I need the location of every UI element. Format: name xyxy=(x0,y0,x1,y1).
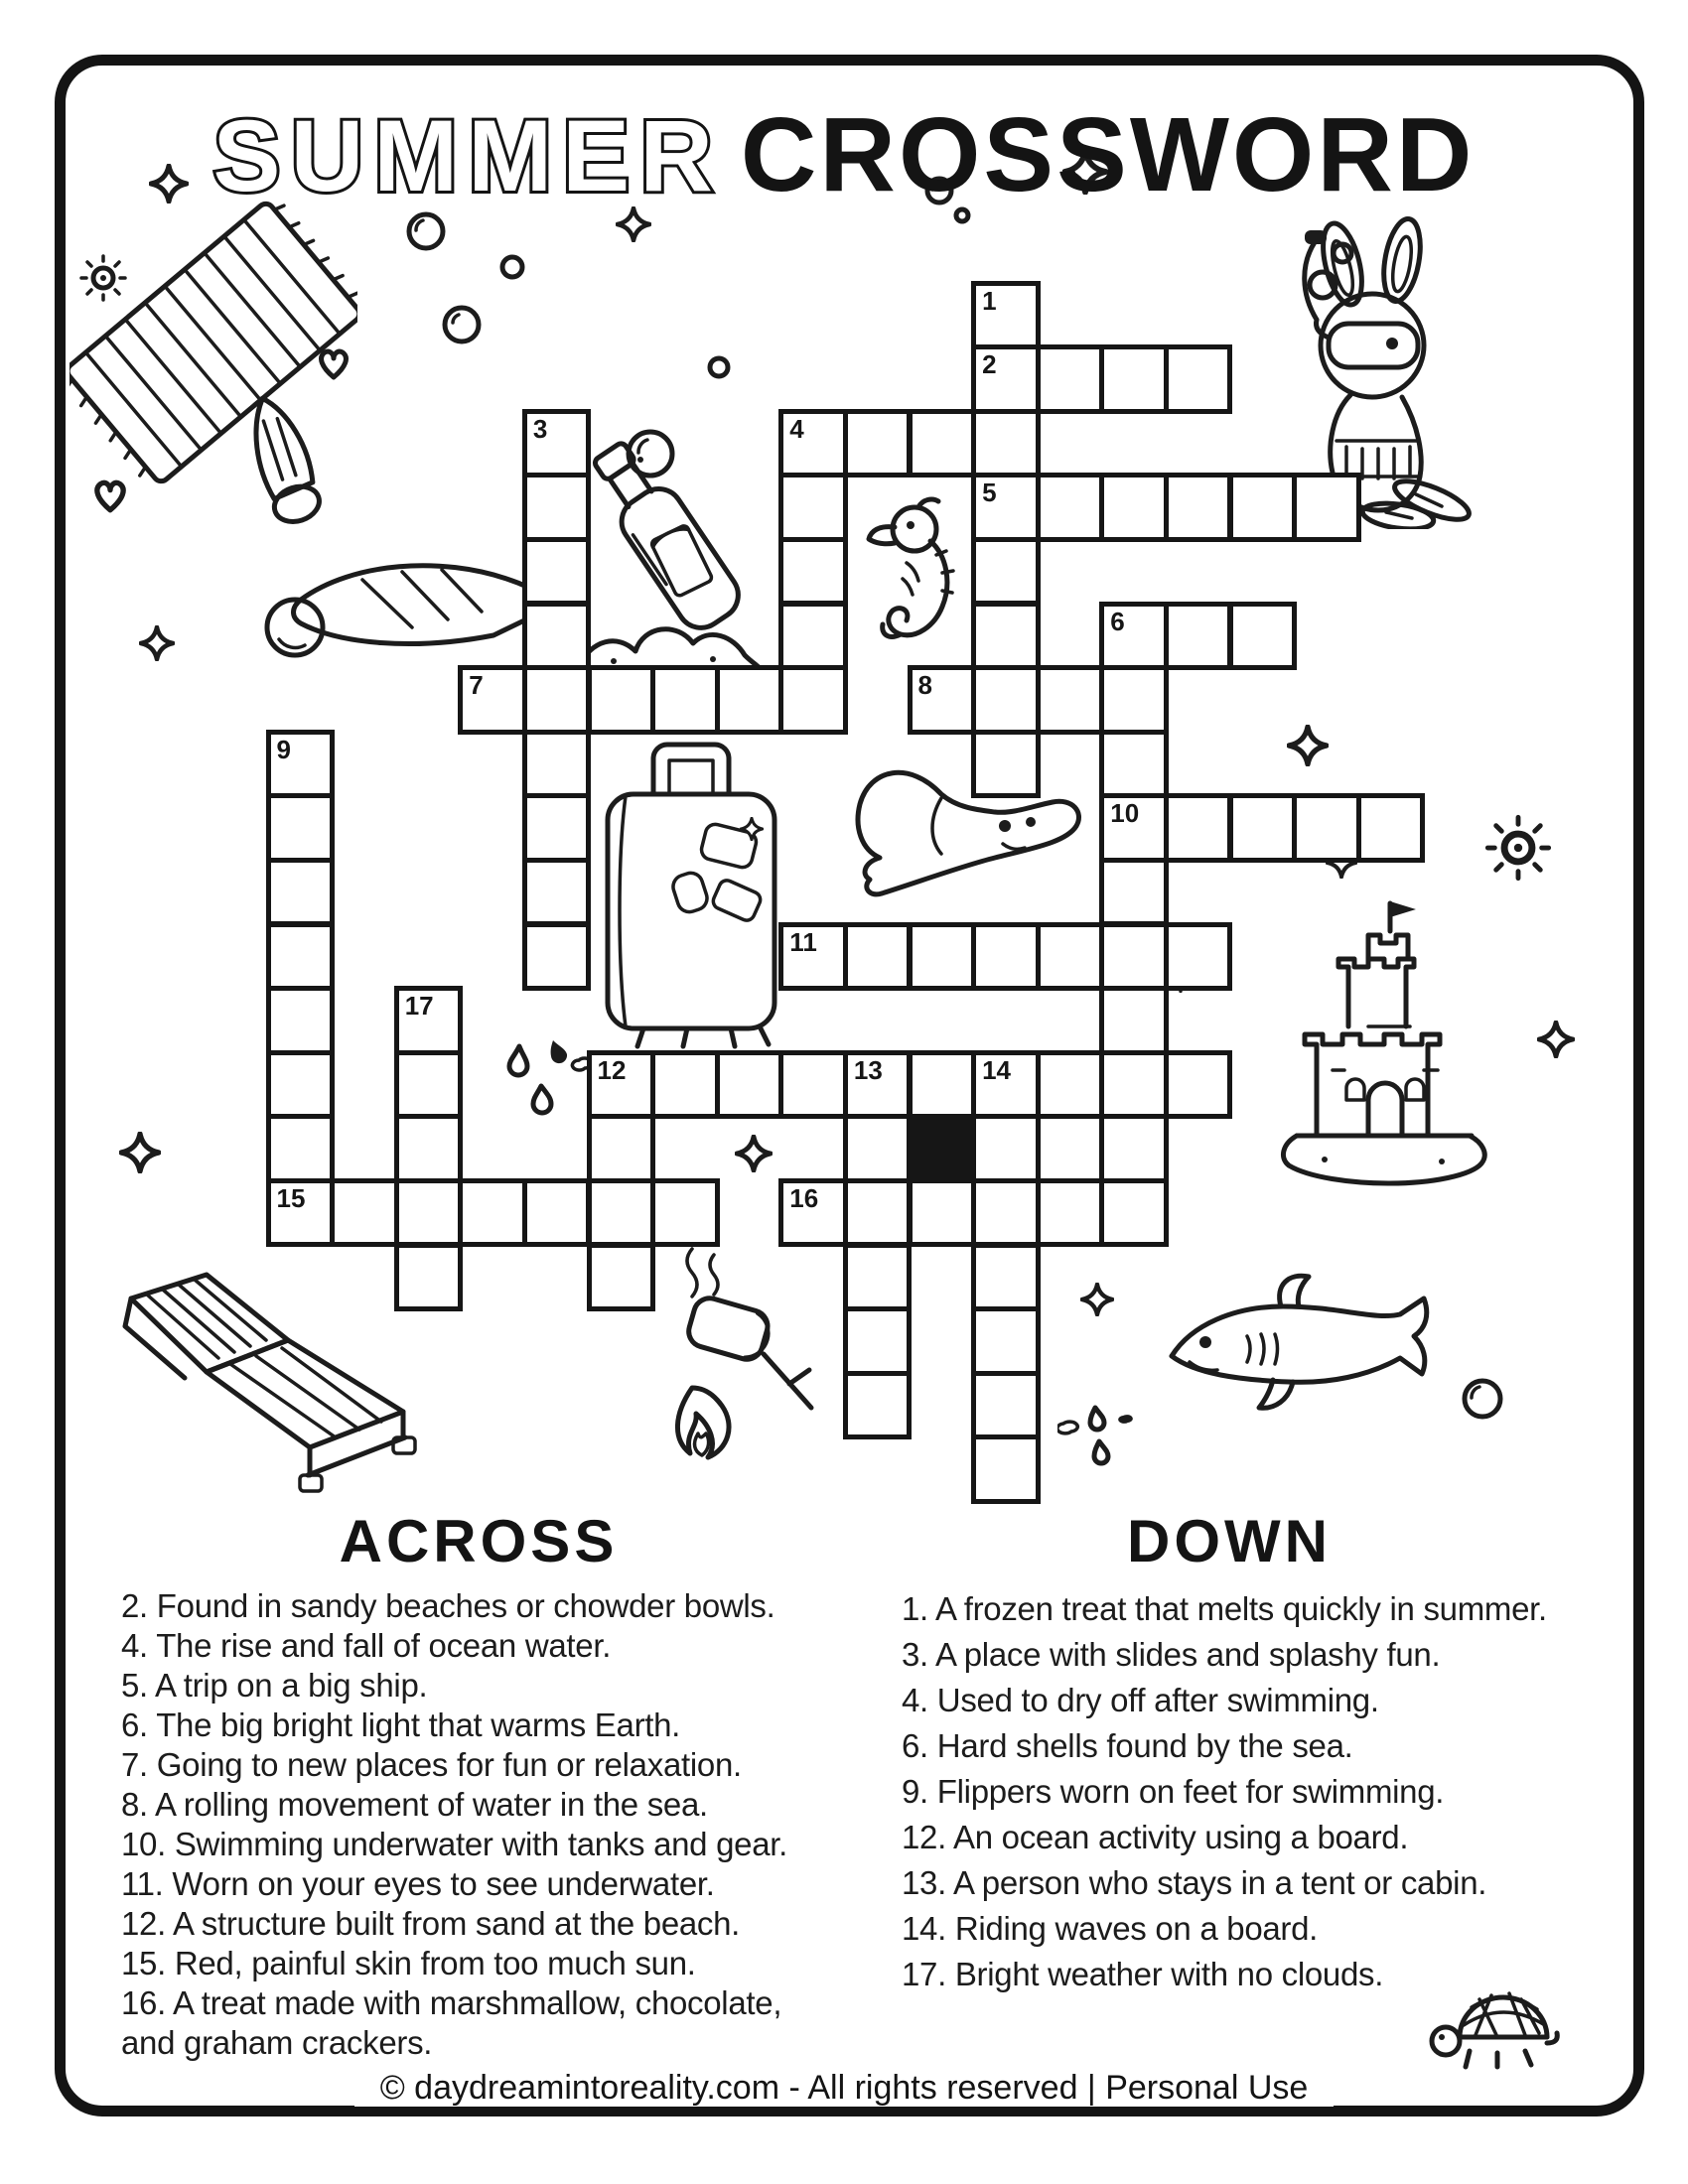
grid-cell xyxy=(266,793,336,863)
grid-cell xyxy=(908,1050,977,1120)
grid-cell xyxy=(587,1114,656,1183)
grid-cell xyxy=(1292,793,1361,863)
grid-cell xyxy=(266,1050,336,1120)
grid-cell xyxy=(971,922,1041,992)
cell-number-9: 9 xyxy=(276,734,291,764)
grid-cell xyxy=(843,1050,913,1120)
page-title xyxy=(0,95,1688,215)
cell-number-15: 15 xyxy=(276,1182,306,1213)
grid-cell xyxy=(778,665,848,735)
grid-cell xyxy=(843,1114,913,1183)
grid-cell xyxy=(1164,793,1233,863)
grid-cell xyxy=(1099,858,1169,927)
grid-cell xyxy=(522,409,592,478)
grid-cell xyxy=(971,281,1041,350)
clue-down-14: 14. Riding waves on a board. xyxy=(902,1910,1319,1947)
grid-cell xyxy=(971,665,1041,735)
cell-number-14: 14 xyxy=(982,1054,1012,1085)
cell-number-7: 7 xyxy=(469,670,484,701)
grid-cell xyxy=(778,1050,848,1120)
grid-cell xyxy=(522,922,592,992)
grid-cell xyxy=(1036,922,1105,992)
clue-down-6: 6. Hard shells found by the sea. xyxy=(902,1727,1353,1764)
grid-cell xyxy=(266,1114,336,1183)
grid-cell xyxy=(1099,793,1169,863)
grid-cell xyxy=(1099,1050,1169,1120)
cell-number-3: 3 xyxy=(532,413,548,444)
cell-number-10: 10 xyxy=(1110,798,1140,829)
grid-cell xyxy=(266,1178,336,1248)
grid-cell xyxy=(971,1243,1041,1312)
footer-credit-text: © daydreamintoreality.com - All rights reserved | Personal Use xyxy=(354,2069,1335,2107)
grid-cell xyxy=(715,1050,784,1120)
grid-cell xyxy=(587,665,656,735)
clue-across-15: 15. Red, painful skin from too much sun. xyxy=(121,1945,696,1981)
grid-cell xyxy=(1164,473,1233,542)
grid-cell xyxy=(971,1178,1041,1248)
grid-cell xyxy=(522,858,592,927)
clue-down-4: 4. Used to dry off after swimming. xyxy=(902,1682,1379,1718)
clue-across-6: 6. The big bright light that warms Earth. xyxy=(121,1706,681,1743)
grid-cell xyxy=(1099,665,1169,735)
grid-cell xyxy=(1292,473,1361,542)
grid-cell xyxy=(971,344,1041,414)
cell-number-13: 13 xyxy=(853,1054,883,1085)
grid-cell xyxy=(522,730,592,799)
clue-down-3: 3. A place with slides and splashy fun. xyxy=(902,1636,1441,1673)
cell-number-1: 1 xyxy=(982,285,997,316)
grid-cell xyxy=(522,793,592,863)
down-clue-list xyxy=(902,1586,1557,1997)
cell-number-11: 11 xyxy=(789,926,817,957)
grid-cell xyxy=(266,858,336,927)
grid-cell xyxy=(778,473,848,542)
cell-number-8: 8 xyxy=(917,670,932,701)
grid-cell xyxy=(1099,922,1169,992)
grid-cell xyxy=(971,473,1041,542)
grid-cell xyxy=(1099,344,1169,414)
clue-across-8: 8. A rolling movement of water in the sea. xyxy=(121,1786,708,1823)
grid-cell xyxy=(908,922,977,992)
across-heading: ACROSS xyxy=(339,1508,619,1574)
grid-cell xyxy=(1036,473,1105,542)
grid-cell xyxy=(394,1050,464,1120)
grid-cell xyxy=(522,665,592,735)
grid-cell xyxy=(908,665,977,735)
grid-cell xyxy=(971,537,1041,607)
grid-cell xyxy=(1164,1050,1233,1120)
grid-cell xyxy=(1164,922,1233,992)
grid-cell xyxy=(778,922,848,992)
grid-cell xyxy=(908,1178,977,1248)
clue-across-12: 12. A structure built from sand at the beach. xyxy=(121,1905,741,1942)
grid-cell xyxy=(266,730,336,799)
grid-cell xyxy=(266,986,336,1055)
clue-across-10: 10. Swimming underwater with tanks and gear. xyxy=(121,1826,787,1862)
grid-cell xyxy=(1036,344,1105,414)
grid-cell xyxy=(971,1434,1041,1504)
grid-cell xyxy=(1036,1050,1105,1120)
grid-cell xyxy=(778,409,848,478)
grid-cell xyxy=(843,1178,913,1248)
grid-cell xyxy=(1036,1178,1105,1248)
clue-across-7: 7. Going to new places for fun or relaxation. xyxy=(121,1746,742,1783)
grid-cell xyxy=(1099,730,1169,799)
clue-down-1: 1. A frozen treat that melts quickly in summer. xyxy=(902,1590,1547,1627)
grid-cell xyxy=(1036,665,1105,735)
grid-cell xyxy=(971,1050,1041,1120)
grid-cell xyxy=(330,1178,399,1248)
grid-cell xyxy=(266,922,336,992)
footer-credit xyxy=(0,2069,1688,2108)
title-word-summer: SUMMER xyxy=(212,99,723,212)
grid-cell xyxy=(971,409,1041,478)
grid-cell xyxy=(843,1306,913,1376)
grid-cell xyxy=(715,665,784,735)
grid-cell xyxy=(908,409,977,478)
grid-cell xyxy=(394,1243,464,1312)
grid-cell xyxy=(587,1243,656,1312)
title-word-crossword: CROSSWORD xyxy=(740,96,1476,213)
grid-cell xyxy=(1228,473,1298,542)
grid-cell xyxy=(971,1114,1041,1183)
grid-cell xyxy=(1356,793,1426,863)
grid-cell xyxy=(1099,602,1169,671)
grid-cell xyxy=(843,922,913,992)
grid-black-cell xyxy=(908,1114,977,1183)
grid-cell xyxy=(522,473,592,542)
across-clue-list xyxy=(121,1586,836,2063)
grid-cell xyxy=(1164,602,1233,671)
grid-cell xyxy=(843,409,913,478)
grid-cell xyxy=(1099,1178,1169,1248)
grid-cell xyxy=(458,1178,527,1248)
clue-down-17: 17. Bright weather with no clouds. xyxy=(902,1956,1384,1992)
grid-cell xyxy=(843,1243,913,1312)
grid-cell xyxy=(394,1114,464,1183)
grid-cell xyxy=(971,730,1041,799)
grid-cell xyxy=(843,1371,913,1440)
grid-cell xyxy=(650,1050,720,1120)
cell-number-2: 2 xyxy=(982,349,997,380)
grid-cell xyxy=(522,602,592,671)
grid-cell xyxy=(1099,986,1169,1055)
grid-cell xyxy=(778,602,848,671)
clue-down-12: 12. An ocean activity using a board. xyxy=(902,1819,1409,1855)
clue-across-4: 4. The rise and fall of ocean water. xyxy=(121,1627,612,1664)
cell-number-6: 6 xyxy=(1110,606,1125,636)
clue-down-9: 9. Flippers worn on feet for swimming. xyxy=(902,1773,1445,1810)
grid-cell xyxy=(394,1178,464,1248)
grid-cell xyxy=(971,602,1041,671)
grid-cell xyxy=(1228,602,1298,671)
grid-cell xyxy=(778,1178,848,1248)
grid-cell xyxy=(522,1178,592,1248)
grid-cell xyxy=(522,537,592,607)
grid-cell xyxy=(778,537,848,607)
cell-number-4: 4 xyxy=(789,413,804,444)
grid-cell xyxy=(587,1050,656,1120)
cell-number-17: 17 xyxy=(404,991,434,1022)
down-heading: DOWN xyxy=(1127,1508,1332,1574)
grid-cell xyxy=(1228,793,1298,863)
grid-cell xyxy=(1164,344,1233,414)
grid-cell xyxy=(458,665,527,735)
clue-across-5: 5. A trip on a big ship. xyxy=(121,1667,428,1704)
clue-across-11: 11. Worn on your eyes to see underwater. xyxy=(121,1865,715,1902)
cell-number-12: 12 xyxy=(597,1054,627,1085)
cell-number-5: 5 xyxy=(982,478,997,508)
grid-cell xyxy=(971,1371,1041,1440)
clue-across-16: 16. A treat made with marshmallow, chocolate, and graham crackers. xyxy=(121,1984,782,2061)
grid-cell xyxy=(650,665,720,735)
clue-across-2: 2. Found in sandy beaches or chowder bowls. xyxy=(121,1587,775,1624)
grid-cell xyxy=(1099,473,1169,542)
grid-cell xyxy=(971,1306,1041,1376)
grid-cell xyxy=(650,1178,720,1248)
grid-cell xyxy=(587,1178,656,1248)
grid-cell xyxy=(394,986,464,1055)
grid-cell xyxy=(1099,1114,1169,1183)
cell-number-16: 16 xyxy=(789,1182,819,1213)
clue-down-13: 13. A person who stays in a tent or cabin. xyxy=(902,1864,1487,1901)
